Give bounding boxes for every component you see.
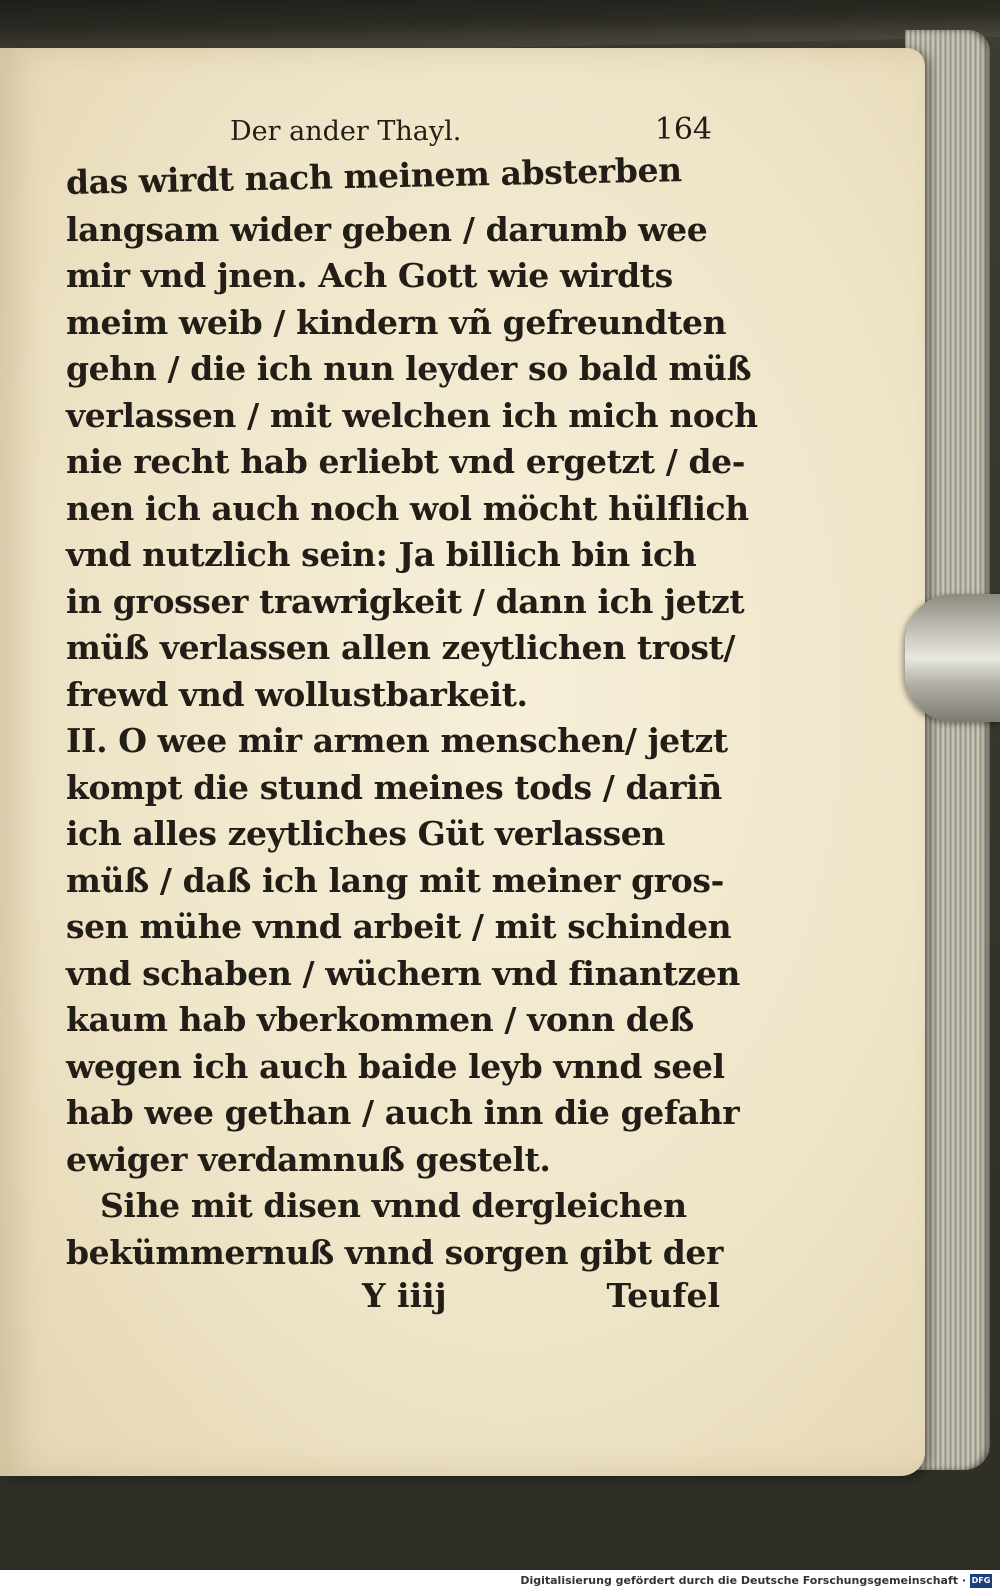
text-line: gehn / die ich nun leyder so bald müß (66, 349, 752, 388)
text-line: ewiger verdamnuß gestelt. (66, 1139, 551, 1179)
text-line: vnd nutzlich sein: Ja billich bin ich (66, 535, 697, 574)
catchword: Teufel (606, 1276, 720, 1315)
text-line: frewd vnd wollustbarkeit. (66, 674, 528, 714)
text-line: meim weib / kindern vñ gefreundten (66, 302, 727, 342)
running-title: Der ander Thayl. (230, 116, 462, 147)
text-line: vnd schaben / wüchern vnd finantzen (66, 953, 741, 993)
text-line: sen mühe vnnd arbeit / mit schinden (66, 907, 732, 946)
text-line: wegen ich auch baide leyb vnnd seel (66, 1046, 725, 1086)
text-line: verlassen / mit welchen ich mich noch (66, 395, 758, 435)
text-line: II. O wee mir armen menschen/ jetzt (66, 721, 728, 760)
text-line: nen ich auch noch wol möcht hülflich (66, 488, 749, 528)
funding-credit: Digitalisierung gefördert durch die Deutsche Forschungsgemeinschaft · (520, 1574, 966, 1587)
text-line: müß / daß ich lang mit meiner gros- (66, 860, 724, 900)
text-line: in grosser trawrigkeit / dann ich jetzt (66, 581, 745, 621)
page-number: 164 (654, 112, 712, 147)
text-line: mir vnd jnen. Ach Gott wie wirdts (66, 256, 673, 295)
text-line: kompt die stund meines tods / darin̄ (66, 767, 722, 807)
text-line: langsam wider geben / darumb wee (66, 209, 708, 249)
page-text-block (65, 108, 758, 1322)
text-line: das wirdt nach meinem absterben (65, 150, 683, 202)
signature-line (66, 1276, 726, 1322)
text-line: ich alles zeytliches Güt verlassen (66, 814, 665, 853)
signature-mark: Y iiij (362, 1276, 447, 1315)
dfg-logo-badge: DFG (970, 1574, 992, 1588)
text-line: hab wee gethan / auch inn die gefahr (66, 1093, 740, 1132)
text-line: müß verlassen allen zeytlichen trost/ (66, 628, 736, 667)
text-line: nie recht hab erliebt vnd ergetzt / de- (66, 442, 746, 481)
page-clip (905, 594, 1000, 722)
text-line: kaum hab vberkommen / vonn deß (66, 1000, 694, 1039)
text-line: Sihe mit disen vnnd dergleichen (100, 1186, 687, 1225)
text-line: bekümmernuß vnnd sorgen gibt der (66, 1232, 724, 1272)
